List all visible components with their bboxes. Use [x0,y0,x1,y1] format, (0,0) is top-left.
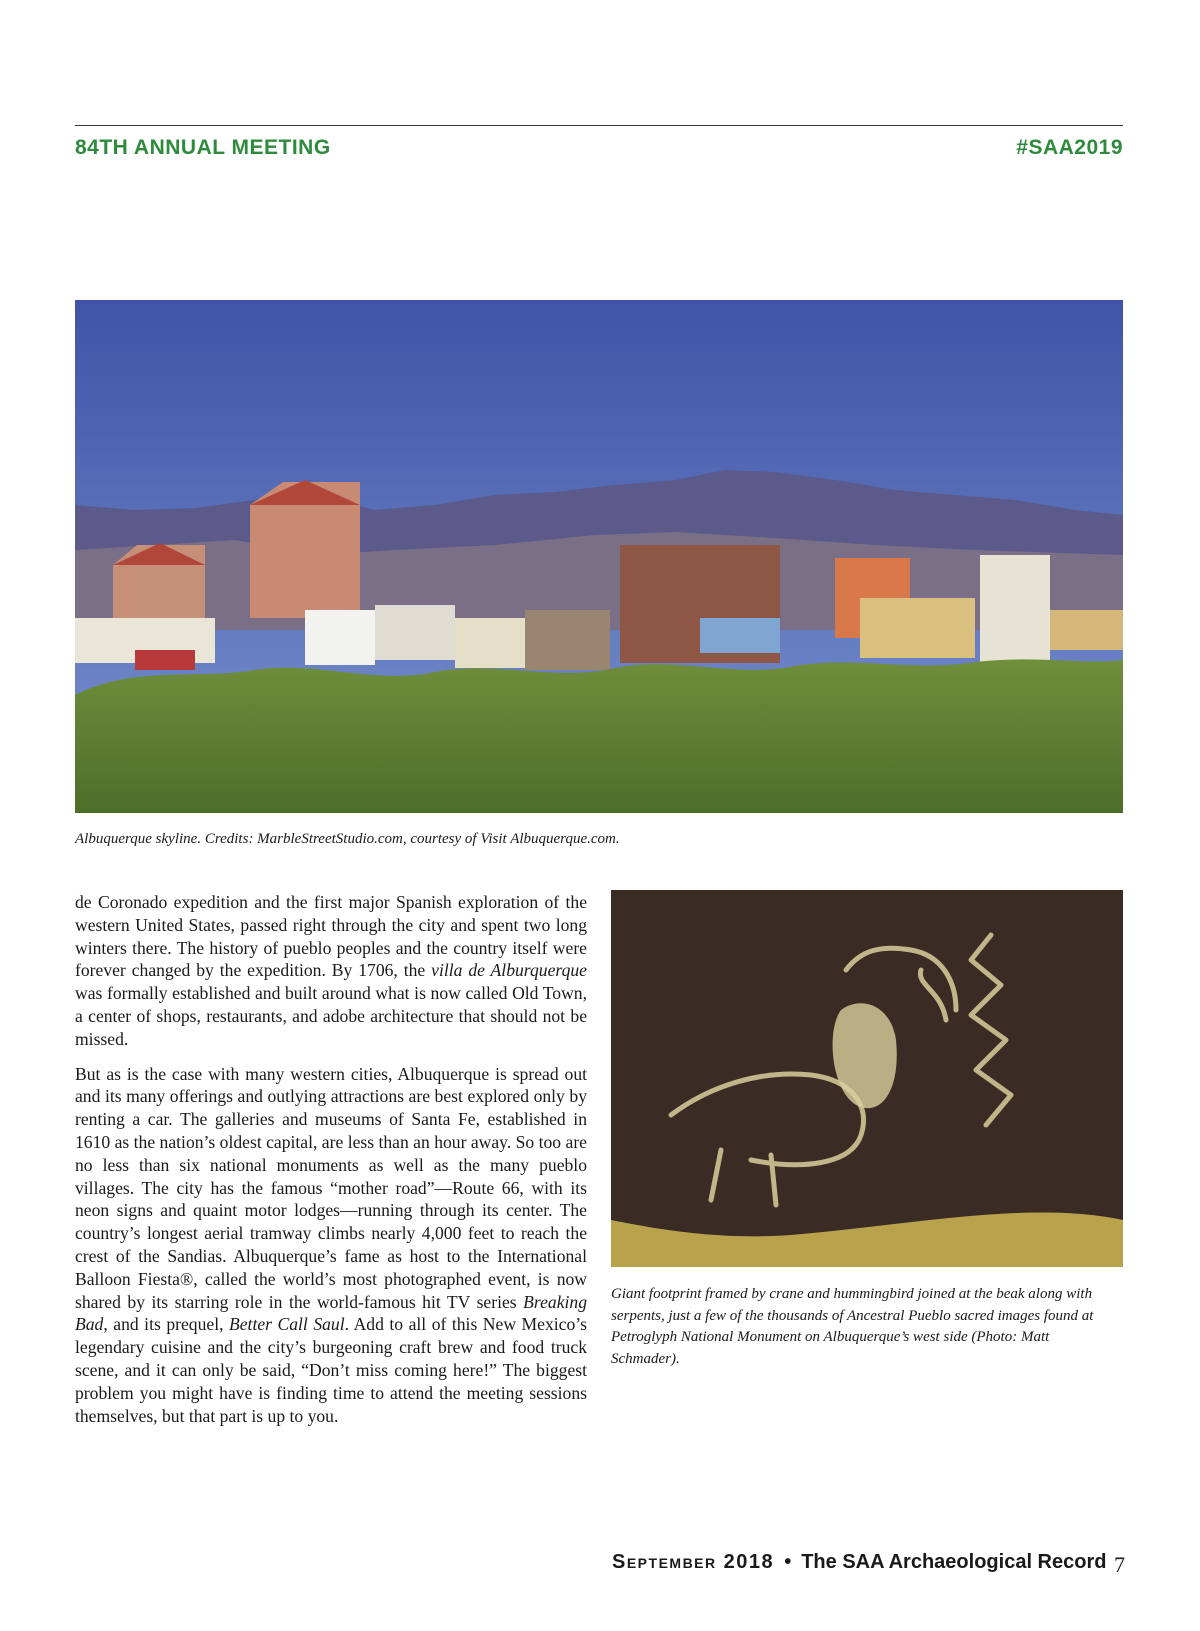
body-text [75,891,587,1439]
albuquerque-skyline-photo [75,300,1123,813]
header-rule [75,125,1123,126]
running-head-right: #SAA2019 [1016,136,1123,159]
footer-date: September 2018 [612,1551,775,1573]
petroglyph-caption: Giant footprint framed by crane and hummingbird joined at the beak along with serpents, just a few of the thousands of Ancestral Pueblo sacred images found at Petroglyph National Monument on Albuquerque’s west side (Photo: Matt Schmader). [611,1286,1094,1367]
footer [612,1551,1106,1574]
paragraph-2: But as is the case with many western cities, Albuquerque is spread out and its many offerings and outlying attractions are best explored only by renting a car. The galleries and museums of Santa Fe, established in 1610 as the nation’s oldest capital, are less than an hour away. So too are no less than six national monuments as well as the many pueblo villages. The city has the famous “mother road”—Route 66, with its neon signs and quaint motor lodges—running through its center. The country’s longest aerial tramway climbs nearly 4,000 feet to reach the crest of the Sandias. Albuquerque’s fame as host to the International Balloon Fiesta®, called the world’s most photographed event, is now shared by its starring role in the world-famous hit TV series Breaking Bad, and its prequel, Better Call Saul. Add to all of this New Mexico’s legendary cuisine and the city’s burgeoning craft brew and food truck scene, and it can only be said, “Don’t miss coming here!” The biggest problem you might have is finding time to attend the meeting sessions themselves, but that part is up to you. [75,1063,588,1426]
page-number: 7 [1114,1552,1125,1577]
footer-publication: The SAA Archaeological Record [801,1551,1107,1573]
paragraph-1: de Coronado expedition and the first major Spanish exploration of the western United States, passed right through the city and spent two long winters there. The history of pueblo peoples and the country itself were forever changed by the expedition. By 1706, the villa de Alburquerque was formally established and built around what is now called Old Town, a center of shops, restaurants, and adobe architecture that should not be missed. [75,892,587,1049]
footer-bullet: • [784,1551,792,1573]
skyline-caption: Albuquerque skyline. Credits: MarbleStreetStudio.com, courtesy of Visit Albuquerque.com. [75,831,620,847]
running-head-left: 84TH ANNUAL MEETING [75,136,331,159]
petroglyph-photo [611,890,1123,1267]
